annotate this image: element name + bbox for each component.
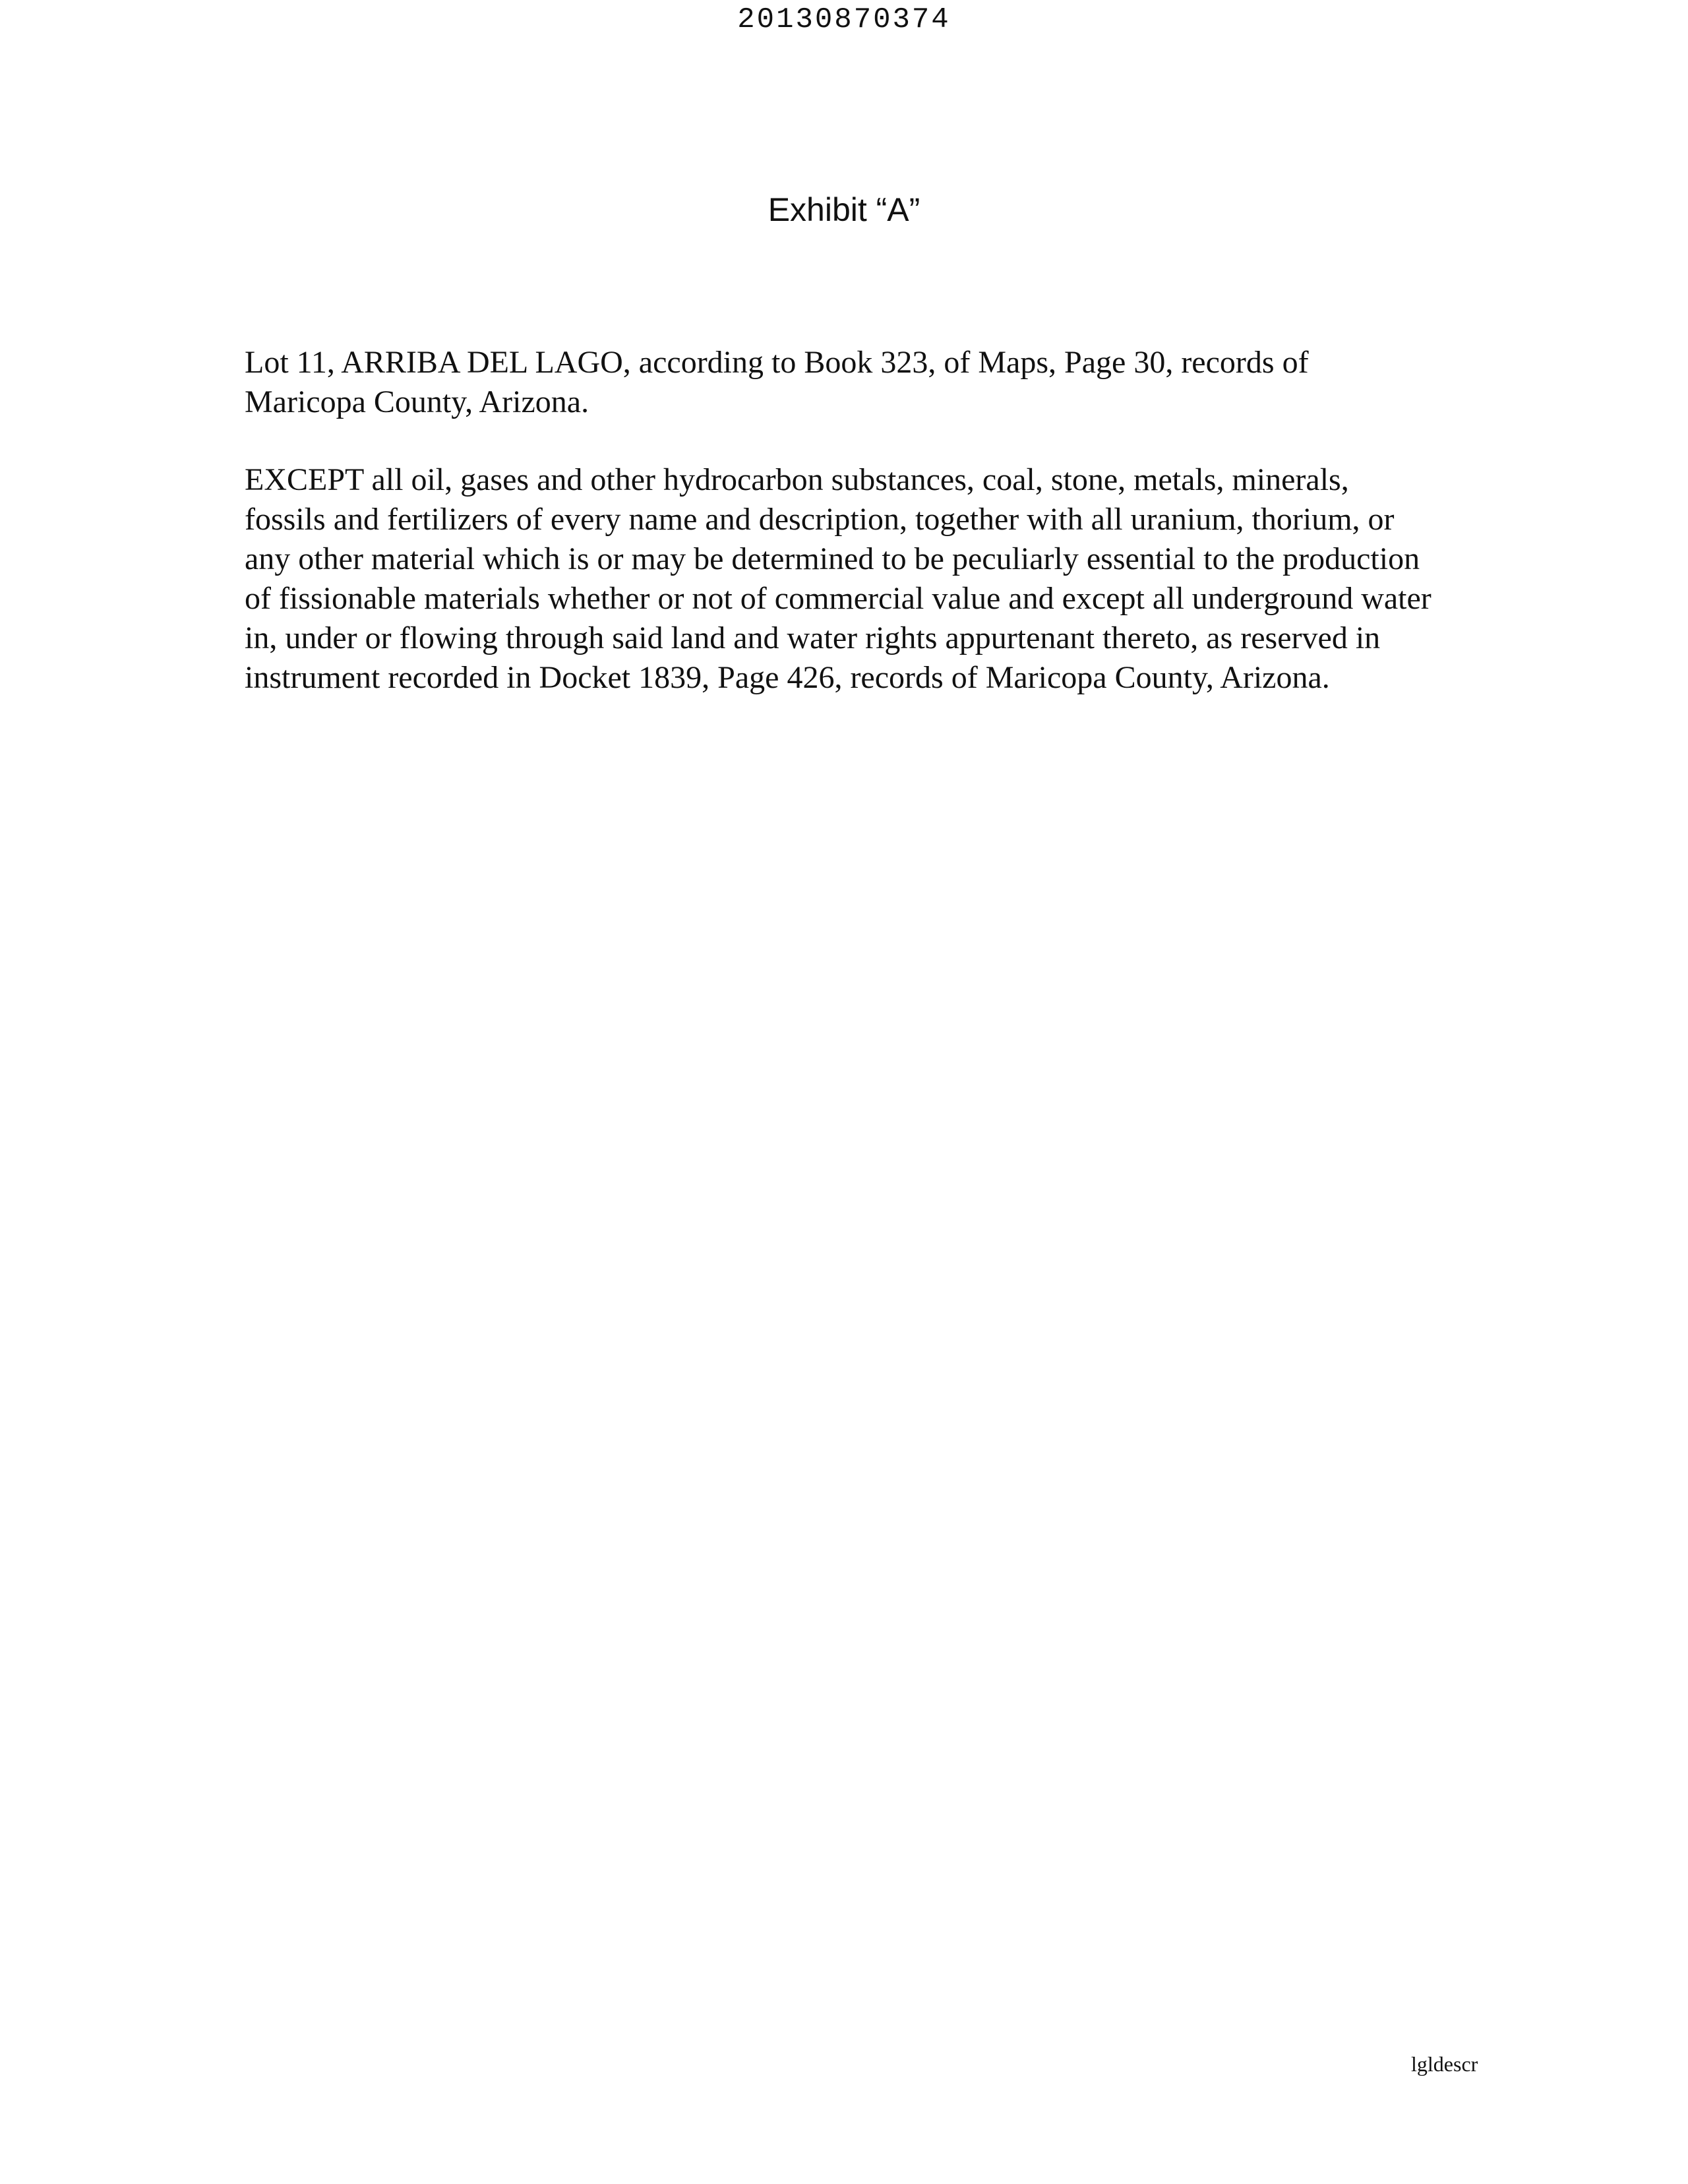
footer-code: lgldescr xyxy=(1411,2052,1478,2076)
text-line: fossils and fertilizers of every name and description, together with all uranium, thorium, or xyxy=(245,502,1395,537)
text-line: in, under or flowing through said land and water rights appurtenant thereto, as reserved in xyxy=(245,621,1381,655)
recording-number: 20130870374 xyxy=(737,3,951,36)
text-line: instrument recorded in Docket 1839, Page 426, records of Maricopa County, Arizona. xyxy=(245,660,1330,695)
legal-description-paragraph xyxy=(245,343,1511,422)
text-line: of fissionable materials whether or not of commercial value and except all underground water xyxy=(245,581,1432,616)
text-line: any other material which is or may be determined to be peculiarly essential to the production xyxy=(245,541,1420,576)
text-line: Lot 11, ARRIBA DEL LAGO, according to Book 323, of Maps, Page 30, records of xyxy=(245,345,1309,380)
text-line: Maricopa County, Arizona. xyxy=(245,384,589,419)
exhibit-title: Exhibit “A” xyxy=(768,191,920,228)
exception-paragraph xyxy=(245,460,1511,698)
text-line: EXCEPT all oil, gases and other hydrocarbon substances, coal, stone, metals, minerals, xyxy=(245,462,1349,497)
